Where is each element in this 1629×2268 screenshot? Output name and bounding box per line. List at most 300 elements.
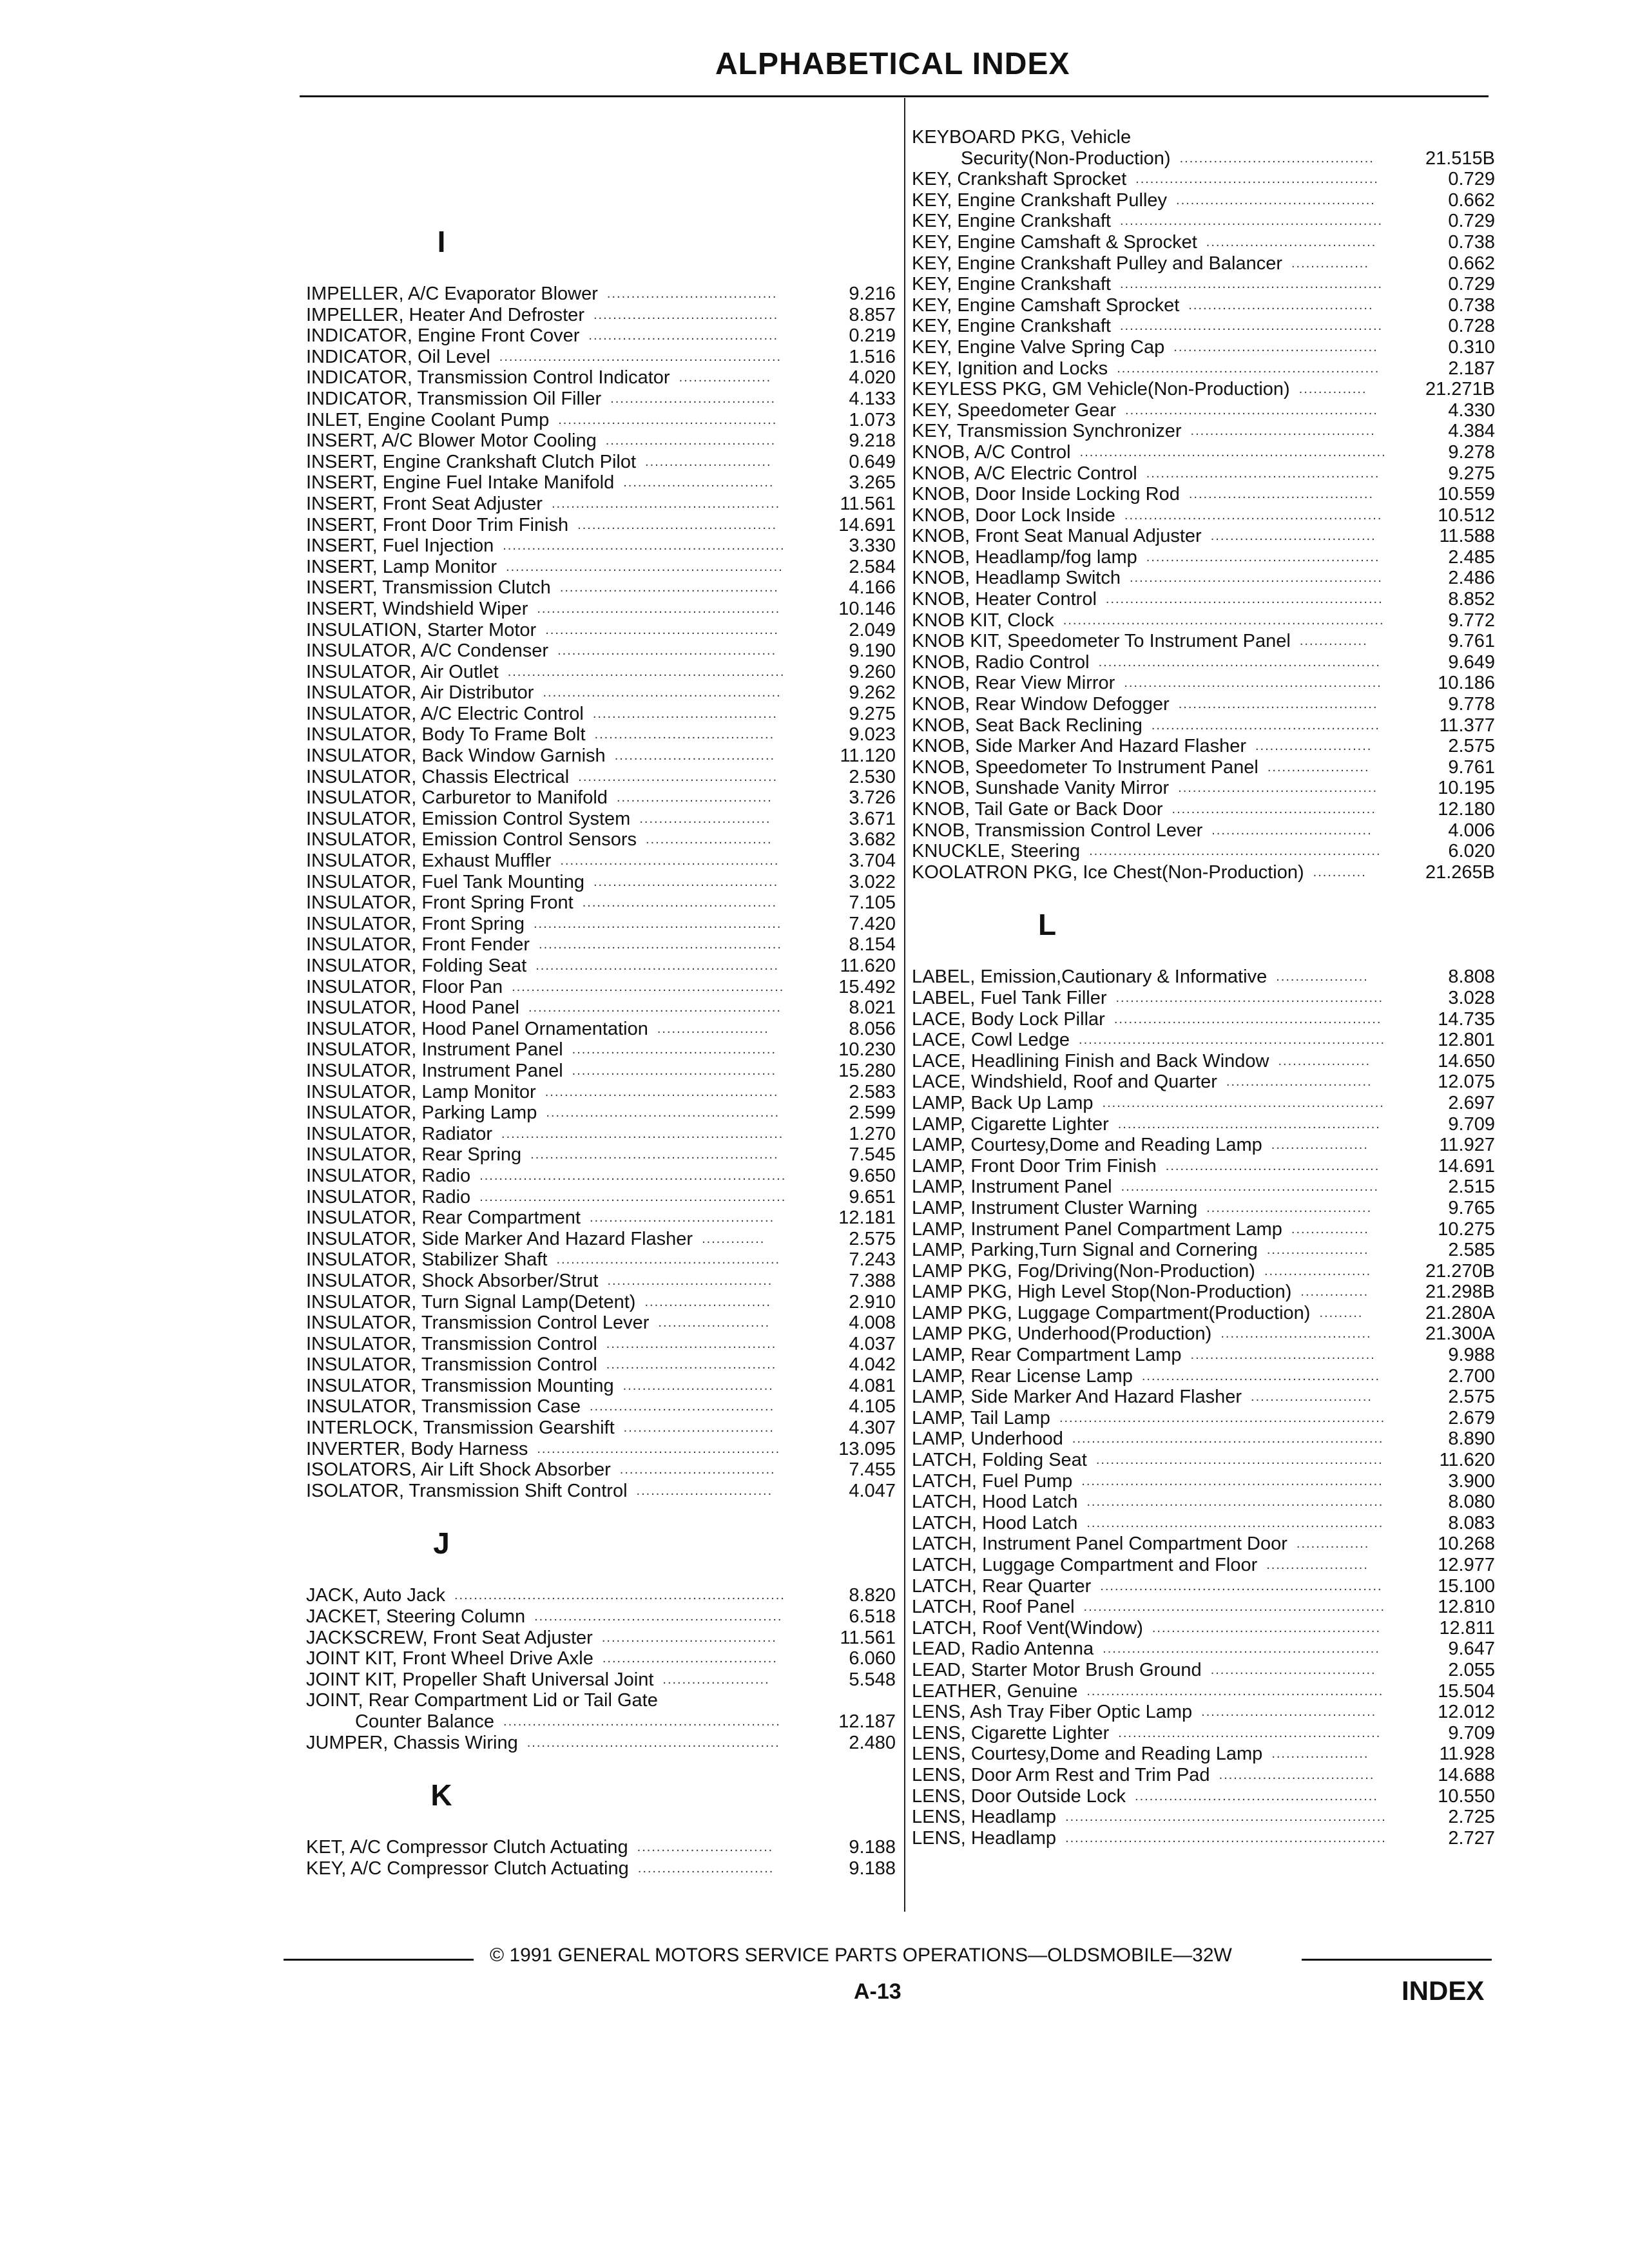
index-entry [306,1418,896,1439]
entry-number: 0.728 [1448,316,1495,337]
dot-leader: ............................ [637,1861,775,1876]
entry-name: LACE, Headlining Finish and Back Window [912,1050,1269,1072]
index-entry [912,1114,1495,1135]
index-entry [306,325,896,347]
entry-name: INSULATOR, Air Distributor [306,682,534,704]
index-entry [912,862,1495,883]
entry-name: INSULATOR, Transmission Control [306,1333,597,1354]
entry-number: 9.278 [1448,441,1495,463]
dot-leader: ............................................. [557,644,777,658]
dot-leader: .................................... [601,1630,777,1645]
dot-leader: .............. [1298,382,1367,397]
dot-leader: .......................................... [1171,802,1376,816]
dot-leader: ..................................................... [1121,1180,1380,1195]
entry-number: 9.988 [1448,1345,1495,1366]
entry-name: KEY, Speedometer Gear [912,399,1117,421]
entry-name: Counter Balance [355,1711,495,1732]
dot-leader: ....................... [657,1021,769,1036]
entry-name: KNOB, Rear Window Defogger [912,694,1170,715]
dot-leader: .................................................. [535,959,780,973]
index-entry [912,1471,1495,1492]
entry-name: KEY, Engine Crankshaft [912,274,1111,295]
entry-name: LEAD, Starter Motor Brush Ground [912,1659,1202,1680]
entry-number: 11.928 [1439,1744,1495,1765]
dot-leader: ................................................................... [1059,1410,1386,1425]
entry-name: INSERT, Fuel Injection [306,535,494,557]
entry-number: 2.910 [849,1291,896,1312]
index-entry [306,1354,896,1376]
entry-number: 6.020 [1448,841,1495,862]
entry-name: INSULATOR, Chassis Electrical [306,766,570,787]
entry-name: LAMP, Courtesy,Dome and Reading Lamp [912,1135,1262,1156]
index-entry [306,1334,896,1355]
index-entry [306,1312,896,1334]
dot-leader: .......................... [646,832,773,847]
index-entry [306,1082,896,1103]
index-entry [306,745,896,767]
dot-leader: ...................................... [1188,487,1374,502]
dot-leader: .................................................. [1135,172,1379,187]
index-entry [912,379,1495,400]
dot-leader: ............................... [623,476,775,490]
dot-leader: ................................................ [545,622,779,637]
index-entry [306,1229,896,1250]
entry-name: JOINT KIT, Front Wheel Drive Axle [306,1648,593,1669]
entry-number: 0.729 [1448,274,1495,295]
index-entry [912,232,1495,253]
index-entry [912,1072,1495,1093]
index-entry [306,892,896,914]
dot-leader: .................................. [610,391,776,406]
index-entry [306,662,896,683]
index-entry [912,1156,1495,1177]
dot-leader: ....................................................... [1115,990,1384,1005]
entry-name: LATCH, Hood Latch [912,1512,1078,1533]
dot-leader: ................................................... [533,916,782,931]
index-entry [912,442,1495,463]
section-letter: J [433,1526,450,1561]
dot-leader: .................................... [1201,1705,1377,1720]
entry-name: IMPELLER, A/C Evaporator Blower [306,284,598,304]
index-entry [912,820,1495,841]
entry-number: 0.738 [1448,294,1495,316]
index-entry [912,463,1495,485]
index-entry [912,757,1495,778]
entry-number: 2.575 [1448,736,1495,757]
index-entry [912,526,1495,547]
dot-leader: ............................................... [1151,718,1380,733]
entry-number: 8.820 [849,1585,896,1606]
entry-number: 9.188 [849,1858,896,1879]
dot-leader: ..................................................... [1124,508,1383,523]
entry-name: LATCH, Instrument Panel Compartment Door [912,1533,1287,1555]
entry-name: LAMP PKG, Luggage Compartment(Production) [912,1302,1311,1323]
entry-number: 3.704 [849,850,896,872]
entry-number: 9.709 [1448,1113,1495,1135]
entry-name: KNOB, Front Seat Manual Adjuster [912,526,1202,547]
index-entry [912,1030,1495,1051]
dot-leader: ................................ [1219,1767,1375,1782]
dot-leader: ...................................................... [1118,1725,1382,1740]
entry-name: INSULATOR, Lamp Monitor [306,1081,536,1102]
entry-number: 14.688 [1438,1764,1495,1785]
dot-leader: ......................................................... [1105,592,1383,607]
entry-number: 21.515B [1425,148,1495,169]
dot-leader: ............... [1296,1537,1370,1552]
index-entry [306,452,896,473]
index-entry [306,494,896,515]
index-entry [912,736,1495,757]
entry-number: 1.270 [849,1123,896,1144]
entry-name: LAMP, Parking,Turn Signal and Cornering [912,1240,1258,1261]
entry-number: 9.023 [849,724,896,745]
entry-number: 9.260 [849,661,896,682]
dot-leader: ............................................................. [1086,1684,1384,1698]
entry-number: 3.330 [849,535,896,557]
entry-name: INSULATOR, Exhaust Muffler [306,850,552,872]
entry-number: 14.650 [1438,1050,1495,1072]
entry-number: 21.298B [1425,1282,1495,1303]
entry-number: 0.729 [1448,169,1495,190]
entry-number: 2.187 [1448,358,1495,379]
entry-name: LEAD, Radio Antenna [912,1639,1094,1660]
dot-leader: ................................................ [1146,466,1380,481]
index-entry [912,1198,1495,1219]
entry-number: 4.384 [1448,421,1495,442]
index-entry [912,274,1495,295]
index-entry [306,1585,896,1606]
entry-name: INSULATOR, Parking Lamp [306,1102,537,1124]
entry-number: 8.056 [849,1018,896,1039]
index-entry [912,1765,1495,1786]
entry-name: KOOLATRON PKG, Ice Chest(Non-Production) [912,861,1304,883]
dot-leader: .............................................. [556,1253,781,1267]
entry-name: KEY, A/C Compressor Clutch Actuating [306,1858,629,1879]
entry-number: 2.585 [1448,1240,1495,1261]
entry-number: 4.006 [1448,820,1495,841]
index-entry [306,347,896,368]
entry-number: 6.060 [849,1648,896,1669]
index-entry [306,1459,896,1481]
entry-number: 2.515 [1448,1177,1495,1198]
index-entry [306,1628,896,1649]
entry-name: INSULATOR, Front Spring Front [306,892,574,914]
index-entry [306,1669,896,1691]
entry-number: 9.761 [1448,631,1495,652]
dot-leader: ...................................................... [1120,319,1383,334]
entry-name: INSULATOR, Back Window Garnish [306,745,606,767]
entry-number: 4.008 [849,1312,896,1334]
index-entry [306,1061,896,1082]
entry-name: KNOB, Transmission Control Lever [912,820,1203,841]
entry-number: 2.679 [1448,1407,1495,1428]
index-entry [912,1618,1495,1639]
entry-name: INSULATOR, Front Fender [306,934,530,956]
dot-leader: ..................... [1266,1243,1369,1258]
dot-leader: .................................................. [539,937,782,952]
entry-number: 4.307 [849,1418,896,1439]
dot-leader: ................................... [606,1358,777,1372]
entry-name: LAMP, Side Marker And Hazard Flasher [912,1387,1242,1408]
index-entry [912,337,1495,358]
dot-leader: ........................... [639,811,771,826]
index-entry [306,1124,896,1145]
entry-number: 12.801 [1438,1030,1495,1051]
entry-name: INSERT, Front Door Trim Finish [306,514,569,535]
dot-leader: ..................... [1266,1558,1369,1572]
dot-leader: ......................................................... [507,664,786,679]
entry-name: LATCH, Folding Seat [912,1450,1087,1471]
entry-number: 4.047 [849,1480,896,1501]
dot-leader: ............................................. [560,854,780,869]
entry-number: 4.105 [849,1396,896,1418]
section-letter: I [437,225,446,258]
entry-name: KEY, Engine Crankshaft Pulley and Balancer [912,253,1282,274]
right-column [912,127,1495,1849]
dot-leader: ......... [1319,1305,1364,1320]
index-entry [306,1144,896,1166]
dot-leader: ................................. [1211,823,1373,838]
entry-number: 12.977 [1438,1555,1495,1575]
entry-number: 9.651 [849,1186,896,1207]
dot-leader: ............................... [1220,1327,1372,1341]
entry-name: KNOB, Side Marker And Hazard Flasher [912,736,1246,757]
entry-number: 8.852 [1448,589,1495,610]
entry-name: KNOB, Door Inside Locking Rod [912,484,1180,505]
entry-number: 7.243 [849,1249,896,1271]
entry-number: 21.265B [1425,861,1495,883]
index-entry [912,1428,1495,1450]
entry-name: INDICATOR, Engine Front Cover [306,325,580,347]
entry-name: KEY, Engine Camshaft & Sprocket [912,231,1197,253]
entry-name: INSERT, Lamp Monitor [306,556,497,577]
entry-number: 21.300A [1425,1323,1495,1345]
index-entry [306,1837,896,1858]
dot-leader: ................................................... [530,1148,779,1162]
dot-leader: ................ [1291,256,1369,271]
entry-name: KNOB, A/C Electric Control [912,463,1137,484]
index-entry [306,956,896,977]
entry-number: 14.735 [1438,1008,1495,1030]
index-entry [912,568,1495,589]
index-entry [306,724,896,745]
entry-number: 3.028 [1448,987,1495,1008]
page-title: ALPHABETICAL INDEX [715,47,1070,81]
index-entry [306,704,896,725]
entry-number: 15.492 [838,976,896,997]
entry-name: INSULATOR, Instrument Panel [306,1039,563,1061]
dot-leader: .................................................... [1125,403,1378,418]
index-entry [912,484,1495,505]
index-entry [306,284,896,305]
dot-leader: ................................................ [545,1084,779,1099]
index-entry [306,1376,896,1397]
entry-number: 12.810 [1438,1597,1495,1618]
entry-number: 12.180 [1438,799,1495,820]
index-entry [306,829,896,850]
entry-number: 8.890 [1448,1428,1495,1450]
dot-leader: ................ [1291,1222,1369,1236]
index-entry [306,515,896,536]
index-entry [912,1576,1495,1597]
left-column [306,200,896,1879]
entry-name: KNOB, A/C Control [912,441,1071,463]
entry-number: 2.575 [849,1228,896,1249]
index-entry [912,1282,1495,1303]
dot-leader: .......................................... [572,1063,777,1078]
dot-leader: ........... [1313,865,1367,879]
entry-number: 12.187 [838,1711,896,1732]
entry-name: KNOB, Sunshade Vanity Mirror [912,778,1170,799]
index-entry [306,850,896,872]
dot-leader: ...................................... [1190,1348,1376,1363]
entry-number: 2.485 [1448,546,1495,568]
dot-leader: .............................................................. [1081,1474,1383,1488]
entry-name: LAMP, Rear License Lamp [912,1365,1133,1387]
entry-name: INDICATOR, Oil Level [306,346,490,367]
entry-name: INSULATOR, Emission Control Sensors [306,829,637,850]
index-entry [912,295,1495,316]
dot-leader: .................................................... [1129,571,1383,586]
entry-name: Security(Non-Production) [961,148,1171,169]
entry-name: LAMP, Instrument Panel [912,1177,1112,1198]
entry-number: 4.166 [849,577,896,599]
entry-number: 10.559 [1438,484,1495,505]
entry-number: 10.195 [1438,778,1495,799]
section-label: INDEX [1402,1975,1485,2006]
entry-name: INSERT, Transmission Clutch [306,577,551,599]
dot-leader: ............................................ [1165,1158,1380,1173]
entry-name: INVERTER, Body Harness [306,1438,528,1459]
entry-number: 21.280A [1425,1302,1495,1323]
index-entry [912,1723,1495,1744]
index-entry [912,1387,1495,1408]
entry-number: 9.772 [1448,610,1495,631]
entry-name: LAMP, Instrument Panel Compartment Lamp [912,1218,1282,1240]
index-entry [912,1639,1495,1660]
entry-number: 3.726 [849,787,896,809]
index-entry [306,1271,896,1292]
entry-number: 14.691 [1438,1155,1495,1177]
dot-leader: ......................................................... [503,1715,781,1729]
entry-name: JACK, Auto Jack [306,1585,445,1606]
entry-name: LATCH, Fuel Pump [912,1470,1073,1492]
dot-leader: ......................................... [1178,697,1378,712]
index-entry [306,410,896,431]
entry-name: KNOB KIT, Speedometer To Instrument Panel [912,631,1291,652]
dot-leader: ...................................................... [1120,277,1383,292]
entry-number: 7.388 [849,1270,896,1291]
entry-name: KEY, Transmission Synchronizer [912,421,1182,442]
dot-leader: ...................................................... [1117,1117,1381,1131]
index-entry [912,1533,1495,1555]
dot-leader: ................... [1276,970,1369,985]
index-entry [306,1019,896,1040]
entry-name: LEATHER, Genuine [912,1680,1078,1702]
dot-leader: ........................................ [1179,151,1374,166]
entry-name: INSULATOR, A/C Electric Control [306,703,584,724]
entry-name: KNOB, Rear View Mirror [912,673,1115,694]
dot-leader: ............................................................... [1079,445,1387,459]
index-entry [306,1166,896,1187]
entry-number: 9.647 [1448,1639,1495,1660]
entry-name: KEY, Engine Camshaft Sprocket [912,294,1180,316]
entry-name: ISOLATORS, Air Lift Shock Absorber [306,1459,611,1481]
dot-leader: .................................................. [1135,1789,1378,1803]
entry-name: INSULATOR, Folding Seat [306,956,527,976]
index-entry [306,535,896,557]
index-entry [306,1249,896,1271]
dot-leader: ................................... [606,287,778,301]
dot-leader: ........................................................... [1095,1453,1383,1468]
dot-leader: ...................................................... [1117,361,1380,376]
entry-name: LATCH, Hood Latch [912,1492,1078,1513]
dot-leader: .................... [1271,1138,1369,1153]
entry-name: KNOB, Headlamp/fog lamp [912,546,1137,568]
dot-leader: ...................................... [593,307,779,322]
entry-number: 9.761 [1448,756,1495,778]
dot-leader: ...................................................... [1120,214,1383,229]
dot-leader: ................................ [616,791,773,805]
index-entry [912,358,1495,380]
index-entry [306,430,896,452]
section-letter: L [1037,908,1057,942]
index-entry [912,1513,1495,1534]
entry-number: 15.504 [1438,1680,1495,1702]
dot-leader: ................................................................ [1072,1432,1384,1446]
entry-name: KEYBOARD PKG, Vehicle [912,127,1132,148]
index-entry [912,1828,1495,1849]
dot-leader: ...................................... [1190,424,1376,439]
entry-number: 2.700 [1448,1365,1495,1387]
dot-leader: ................................................. [1141,1369,1381,1383]
entry-name: INSULATOR, Transmission Case [306,1396,581,1418]
entry-number: 3.900 [1448,1470,1495,1492]
index-entry [912,1492,1495,1513]
index-entry [912,1240,1495,1261]
index-entry [306,872,896,893]
dot-leader: ........................................ [582,896,777,910]
entry-number: 2.599 [849,1102,896,1124]
index-entry [306,1292,896,1313]
entry-name: LAMP PKG, Fog/Driving(Non-Production) [912,1260,1255,1282]
index-entry [306,389,896,410]
index-entry [306,620,896,641]
entry-name: INSULATOR, Transmission Mounting [306,1375,614,1396]
entry-number: 6.518 [849,1606,896,1628]
dot-leader: ................................... [605,434,776,448]
dot-leader: .................................................................. [1063,613,1385,628]
entry-number: 0.219 [849,325,896,347]
entry-name: INSULATOR, Side Marker And Hazard Flasher [306,1228,693,1249]
dot-leader: .................................................................. [1065,1831,1387,1845]
dot-leader: .................................. [1210,529,1376,544]
dot-leader: ......................................... [578,769,778,784]
index-entry [306,1396,896,1418]
entry-number: 9.218 [849,430,896,452]
dot-leader: .......................................................... [503,539,786,553]
entry-number: 9.709 [1448,1722,1495,1744]
entry-name: LAMP PKG, High Level Stop(Non-Production) [912,1282,1292,1303]
index-entry [306,472,896,494]
entry-name: KET, A/C Compressor Clutch Actuating [306,1837,628,1858]
dot-leader: ............................... [622,1378,774,1393]
index-entry [912,1681,1495,1702]
dot-leader: ........................................................ [512,979,785,994]
dot-leader: ......................................... [1176,193,1376,207]
dot-leader: ............................................. [559,581,779,595]
index-entry [306,1439,896,1460]
